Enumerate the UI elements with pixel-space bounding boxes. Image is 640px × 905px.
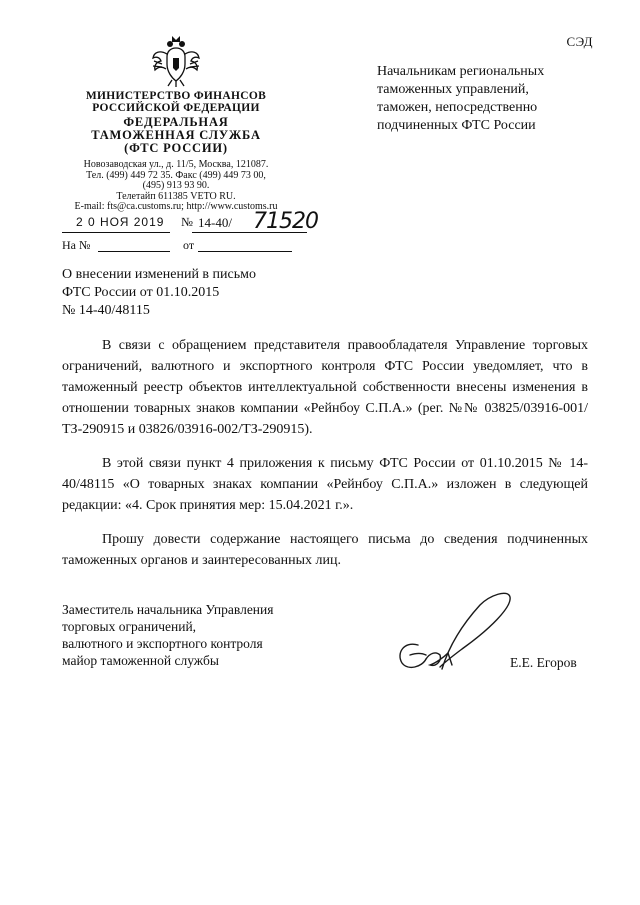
- russian-coat-of-arms-icon: [150, 34, 202, 88]
- letter-body: [62, 335, 588, 585]
- contact-line: (495) 913 93 90.: [142, 180, 210, 191]
- registration-row: [62, 209, 322, 235]
- service-line: ТАМОЖЕННАЯ СЛУЖБА: [91, 128, 261, 142]
- body-paragraph-notice: В связи с обращением представителя правообладателя Управление торговых ограничений, валютного и экспортного контроля ФТС России уведомляет, что в таможенный реестр объектов интеллектуальной собственности внесены изменения в отношении товарных знаков компании «Рейнбоу С.П.А.» (рег. №№ 03825/03916-001/ТЗ-290915 и 03826/03916-002/ТЗ-290915).: [62, 338, 588, 437]
- ministry-name: [70, 90, 282, 114]
- number-label: №: [181, 215, 193, 229]
- subject-line: № 14-40/48115: [62, 303, 150, 318]
- position-line: валютного и экспортного контроля: [62, 636, 263, 651]
- registration-date: 2 0 НОЯ 2019: [76, 215, 165, 229]
- contact-line: Новозаводская ул., д. 11/5, Москва, 121087.: [83, 159, 269, 170]
- position-line: майор таможенной службы: [62, 653, 219, 668]
- service-line: (ФТС РОССИИ): [124, 141, 228, 155]
- reply-reference-row: [62, 238, 322, 256]
- position-line: Заместитель начальника Управления: [62, 602, 274, 617]
- service-line: ФЕДЕРАЛЬНАЯ: [123, 115, 229, 129]
- addressee-block: [377, 63, 597, 135]
- ministry-line: РОССИЙСКОЙ ФЕДЕРАЦИИ: [92, 102, 260, 114]
- reply-from-field: [198, 251, 292, 252]
- registration-number-prefix: 14-40/: [198, 215, 232, 230]
- contact-line: E-mail: fts@ca.customs.ru; http://www.customs.ru: [74, 201, 278, 212]
- reply-from-label: от: [183, 238, 195, 252]
- signatory-name: Е.Е. Егоров: [510, 655, 577, 670]
- position-line: торговых ограничений,: [62, 619, 197, 634]
- addressee-line: таможен, непосредственно: [377, 100, 538, 115]
- reply-to-field: [98, 251, 170, 252]
- body-paragraph-amendment: В этой связи пункт 4 приложения к письму ФТС России от 01.10.2015 № 14-40/48115 «О товарных знаках компании «Рейнбоу С.П.А.» изложен в следующей редакции: «4. Срок принятия мер: 15.04.2021 г.».: [62, 456, 588, 513]
- subject-line: О внесении изменений в письмо: [62, 267, 256, 282]
- addressee-line: Начальникам региональных: [377, 64, 545, 79]
- date-underline: [62, 232, 170, 233]
- registration-number-handwritten: 71520: [253, 209, 318, 234]
- signatory-position: [62, 601, 302, 669]
- body-paragraph-request: Прошу довести содержание настоящего письма до сведения подчиненных таможенных органов и заинтересованных лиц.: [62, 532, 588, 568]
- ministry-line: МИНИСТЕРСТВО ФИНАНСОВ: [85, 90, 267, 102]
- subject-line: ФТС России от 01.10.2015: [62, 285, 220, 300]
- letter-subject: [62, 266, 322, 320]
- addressee-line: таможенных управлений,: [377, 82, 529, 97]
- addressee-line: подчиненных ФТС России: [377, 118, 536, 133]
- number-underline: [192, 232, 307, 233]
- contact-line: Тел. (499) 449 72 35. Факс (499) 449 73 00,: [86, 169, 266, 181]
- contact-details: [56, 160, 296, 213]
- sed-mark: СЭД: [566, 34, 593, 49]
- reply-to-label: На №: [62, 238, 91, 252]
- contact-line: Телетайп 611385 VETO RU.: [116, 190, 236, 202]
- service-name: [70, 116, 282, 155]
- handwritten-signature-icon: [390, 583, 520, 683]
